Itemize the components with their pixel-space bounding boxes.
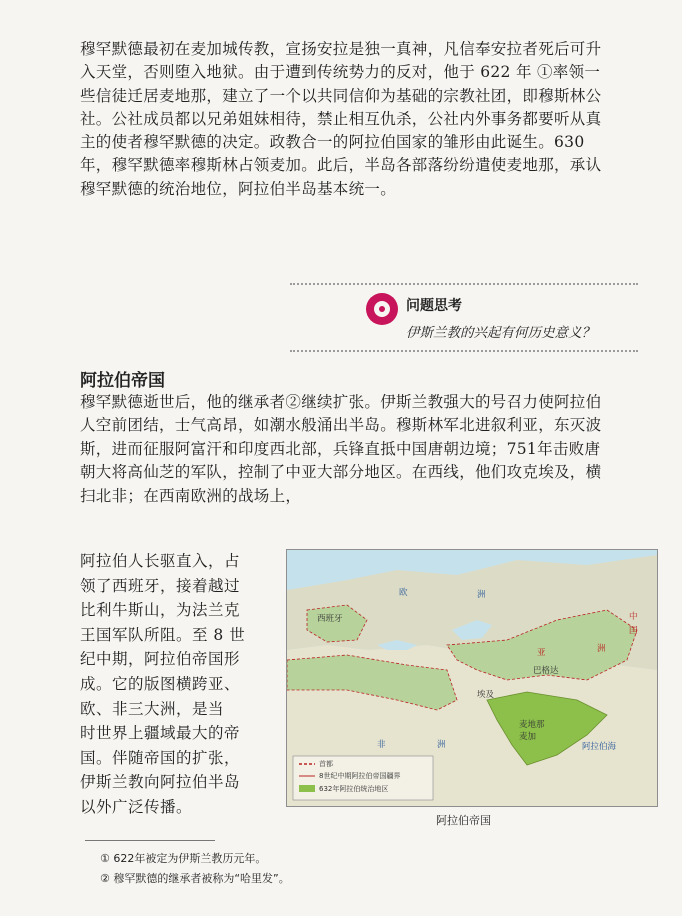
map-label-spain: 西班牙 — [317, 614, 343, 624]
paragraph-arab-empire: 穆罕默德逝世后，他的继承者②继续扩张。伊斯兰教强大的号召力使阿拉伯人空前团结，士气高昂，如潮水般涌出半岛。穆斯林军北进叙利亚，东灭波斯，进而征服阿富汗和印度西北部，兵锋直抵中国唐朝边境；751年击败唐朝大将高仙芝的军队，控制了中亚大部分地区。在西线，他们攻克埃及，横扫北非；在西南欧洲的战场上， — [80, 393, 602, 505]
wrap-line: 成。它的版图横跨亚、 — [80, 674, 241, 693]
paragraph-wrap-lines — [80, 549, 290, 820]
legend-632-territory: 632年阿拉伯统治地区 — [319, 785, 389, 793]
wrap-line: 国。伴随帝国的扩张， — [80, 748, 241, 767]
map-label-africa-1: 非 — [377, 740, 386, 750]
map-label-asia-2: 洲 — [597, 644, 606, 654]
map-label-europe-2: 洲 — [477, 590, 486, 600]
question-icon — [366, 293, 398, 325]
footnote-1: ① 622年被定为伊斯兰教历元年。 — [100, 852, 267, 865]
legend-border: 8世纪中期阿拉伯帝国疆界 — [319, 772, 401, 780]
map-label-china-1: 中 — [629, 612, 638, 622]
map-label-mecca: 麦加 — [519, 732, 537, 742]
map-label-egypt: 埃及 — [477, 690, 495, 700]
wrap-line: 以外广泛传播。 — [80, 797, 193, 816]
wrap-line: 阿拉伯人长驱直入，占 — [80, 552, 241, 570]
wrap-line: 王国军队所阻。至 8 世 — [80, 625, 246, 644]
footnote-divider — [85, 840, 215, 841]
map-label-europe-1: 欧 — [399, 588, 408, 598]
wrap-line: 比利牛斯山，为法兰克 — [80, 601, 241, 620]
think-box-bottom-border — [290, 350, 638, 352]
wrap-line: 纪中期，阿拉伯帝国形 — [80, 650, 241, 669]
map-label-asia-1: 亚 — [537, 648, 546, 658]
paragraph-intro: 穆罕默德最初在麦加城传教，宣扬安拉是独一真神，凡信奉安拉者死后可升入天堂，否则堕入地狱。由于遭到传统势力的反对，他于 622 年 ①率领一些信徒迁居麦地那，建立了一个以共同信仰为基础的宗教社团，即穆斯林公社。公社成员都以兄弟姐妹相待，禁止相互仇杀，公社内外事务都要听从真主的使者穆罕默德的决定。政教合一的阿拉伯国家的雏形由此诞生。630 年，穆罕默德率穆斯林占领麦加。此后，半岛各部落纷纷遣使麦地那，承认穆罕默德的统治地位，阿拉伯半岛基本统一。 — [80, 40, 602, 198]
map-label-africa-2: 洲 — [437, 740, 446, 750]
section-heading: 阿拉伯帝国 — [80, 371, 165, 391]
map-caption: 阿拉伯帝国 — [436, 814, 491, 827]
think-box-title: 问题思考 — [406, 298, 462, 314]
legend-capital: 首都 — [319, 760, 333, 768]
footnote-2: ② 穆罕默德的继承者被称为“哈里发”。 — [100, 872, 290, 885]
map-label-arabian-sea: 阿拉伯海 — [582, 742, 617, 752]
think-box-top-border — [290, 283, 638, 285]
wrap-line: 伊斯兰教向阿拉伯半岛 — [80, 773, 241, 792]
think-box-question: 伊斯兰教的兴起有何历史意义？ — [406, 325, 595, 341]
wrap-line: 时世界上疆域最大的帝 — [80, 724, 241, 743]
map-arab-empire — [286, 549, 658, 807]
think-box — [366, 291, 666, 351]
map-label-china-2: 国 — [629, 626, 638, 636]
map-graphic — [287, 550, 657, 806]
map-label-medina: 麦地那 — [519, 720, 545, 730]
map-label-baghdad: 巴格达 — [533, 666, 559, 676]
wrap-line: 欧、非三大洲，是当 — [80, 699, 225, 718]
wrap-line: 领了西班牙，接着越过 — [80, 576, 241, 595]
